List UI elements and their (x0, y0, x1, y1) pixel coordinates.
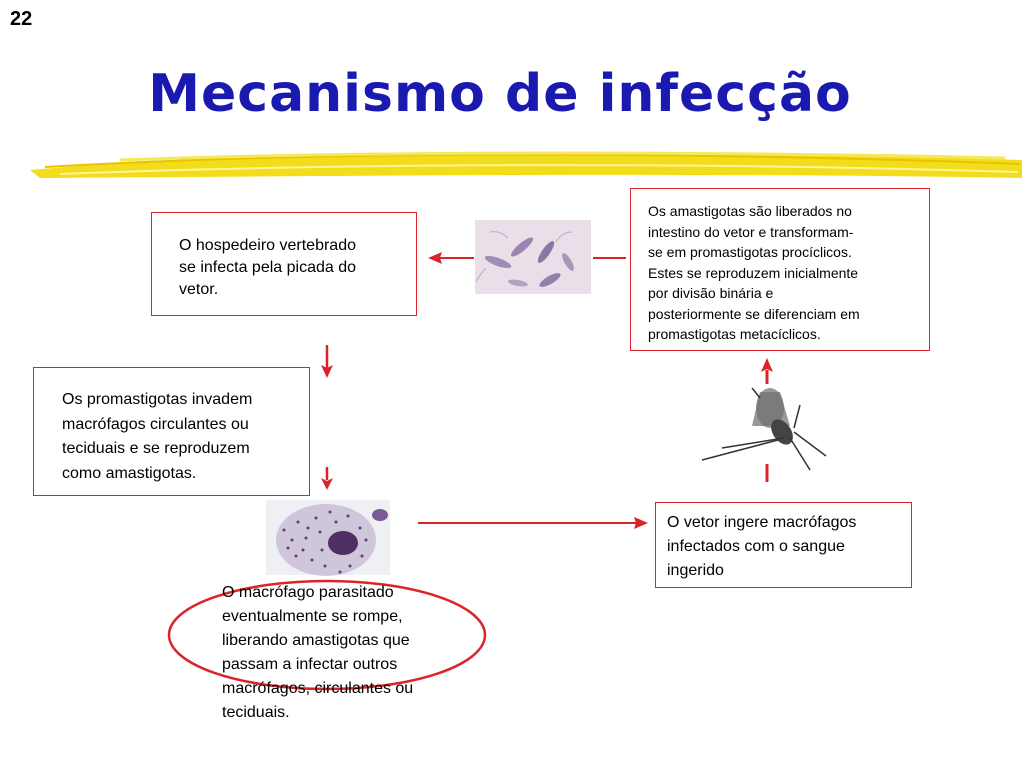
macrophage-micrograph (266, 500, 390, 576)
arrowhead-up (761, 358, 773, 372)
step-vector-intestine-text: Os amastigotas são liberados no intestino do vetor e transformam- se em promastigotas procíclicos. Estes se reproduzem inicialmente por divisão binária e posteriormente se diferenciam em promastigotas metacíclicos. (648, 203, 860, 342)
title-underline (30, 152, 1022, 178)
slide-title: Mecanismo de infecção (148, 64, 852, 124)
step-macrophage-invasion-box (33, 367, 310, 496)
step-macrophage-invasion-text: Os promastigotas invadem macrófagos circulantes ou teciduais e se reproduzem como amastigotas. (62, 391, 253, 482)
step-vector-ingestion-box (655, 502, 912, 588)
promastigote-micrograph (475, 220, 591, 294)
slide-number: 22 (10, 8, 33, 30)
step-macrophage-rupture-text: O macrófago parasitado eventualmente se rompe, liberando amastigotas que passam a infectar outros macrófagos, circulantes ou teciduais. (222, 584, 414, 721)
step-host-infection-box (151, 212, 417, 316)
sandfly-vector-drawing (702, 388, 826, 470)
step-vector-ingestion-text: O vetor ingere macrófagos infectados com o sangue ingerido (667, 514, 857, 579)
step-host-infection-text: O hospedeiro vertebrado se infecta pela picada do vetor. (179, 237, 357, 298)
step-vector-intestine-box (630, 188, 930, 351)
arrowhead-left (428, 252, 442, 264)
arrowhead-right (634, 517, 648, 529)
